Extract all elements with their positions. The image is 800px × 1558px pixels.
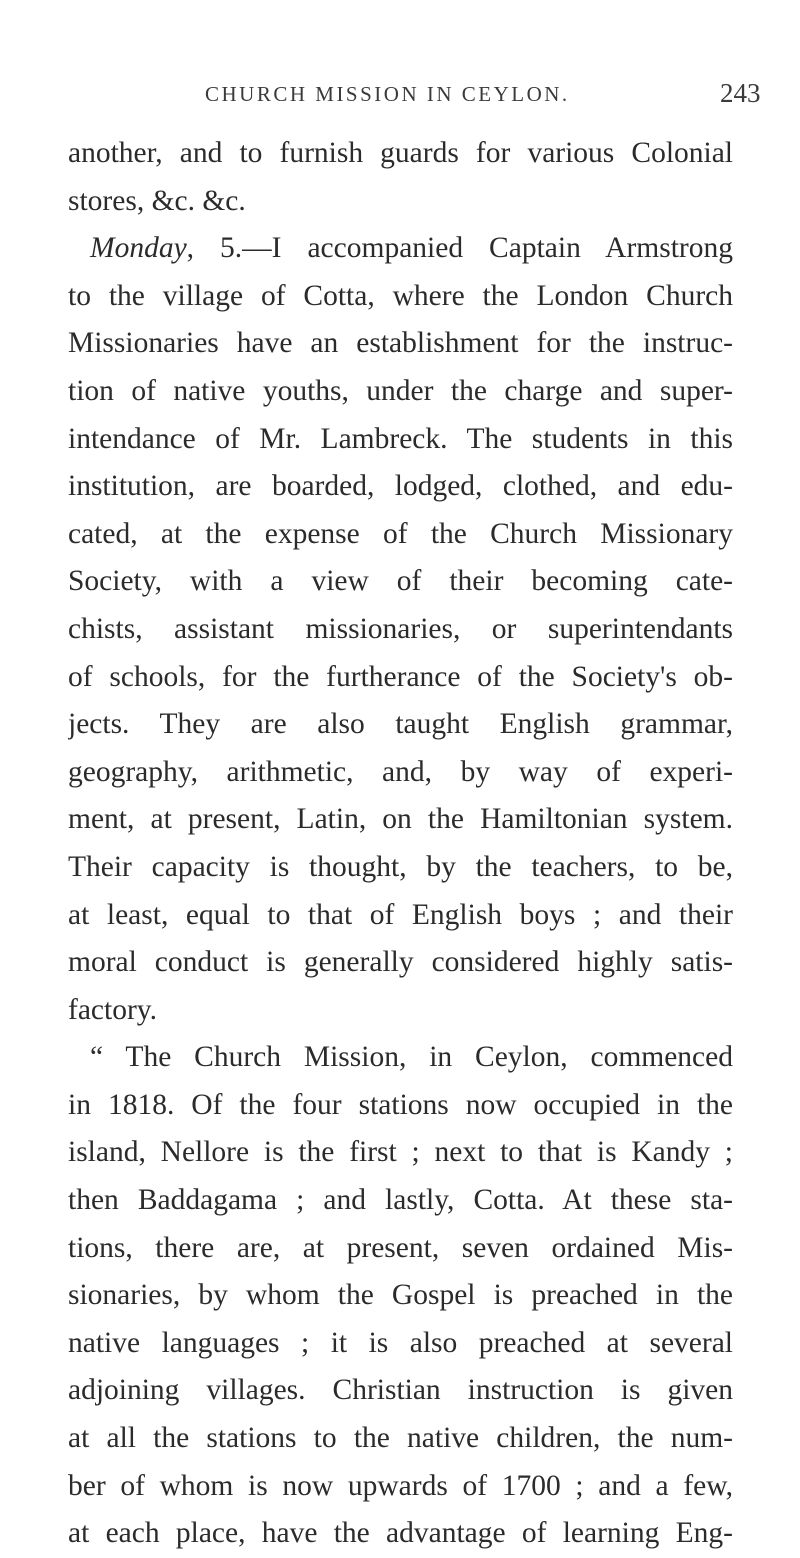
text-line: stores, &c. &c. [68,184,246,217]
text-line: jects. They are also taught English grammar, [68,708,733,741]
text-line: of schools, for the furtherance of the Society's ob- [68,660,733,693]
text-line: cated, at the expense of the Church Missionary [68,517,733,550]
text-line: intendance of Mr. Lambreck. The students in this [68,422,733,455]
text-line: tions, there are, at present, seven ordained Mis- [68,1231,733,1264]
running-title: CHURCH MISSION IN CEYLON. [205,82,570,106]
text-line: factory. [68,993,157,1026]
text-line [68,225,733,273]
text-line: chists, assistant missionaries, or superintendants [68,612,733,645]
date-line-rest: , 5.—I accompanied Captain Armstrong [186,232,733,265]
text-line: another, and to furnish guards for various Colonial [68,137,733,169]
text-line: island, Nellore is the first ; next to that is Kandy ; [68,1136,733,1169]
text-line: “ The Church Mission, in Ceylon, commenced [90,1041,733,1074]
text-line: to the village of Cotta, where the London Church [68,279,733,312]
text-line: ment, at present, Latin, on the Hamiltonian system. [68,803,733,836]
text-line: at least, equal to that of English boys ; and their [68,898,733,931]
body-text [68,130,733,1558]
text-line: tion of native youths, under the charge and super- [68,374,733,407]
text-line: adjoining villages. Christian instruction is given [68,1374,733,1407]
text-line: in 1818. Of the four stations now occupied in the [68,1088,733,1121]
text-line: at all the stations to the native children, the num- [68,1422,733,1455]
text-line: sionaries, by whom the Gospel is preached in the [68,1279,733,1312]
text-line: ber of whom is now upwards of 1700 ; and a few, [68,1469,733,1502]
text-line: native languages ; it is also preached at several [68,1326,733,1359]
date-italic: Monday [90,232,187,265]
running-header [0,78,800,112]
text-line: Society, with a view of their becoming cate- [68,565,733,598]
text-line: moral conduct is generally considered highly satis- [68,946,733,979]
page-number: 243 [720,78,761,108]
text-line: at each place, have the advantage of learning Eng- [68,1517,733,1550]
text-line: Their capacity is thought, by the teachers, to be, [68,850,733,883]
text-line: Missionaries have an establishment for the instruc- [68,327,733,360]
text-line: geography, arithmetic, and, by way of experi- [68,755,733,788]
text-line: then Baddagama ; and lastly, Cotta. At these sta- [68,1184,733,1217]
text-line: institution, are boarded, lodged, clothed, and edu- [68,470,733,503]
